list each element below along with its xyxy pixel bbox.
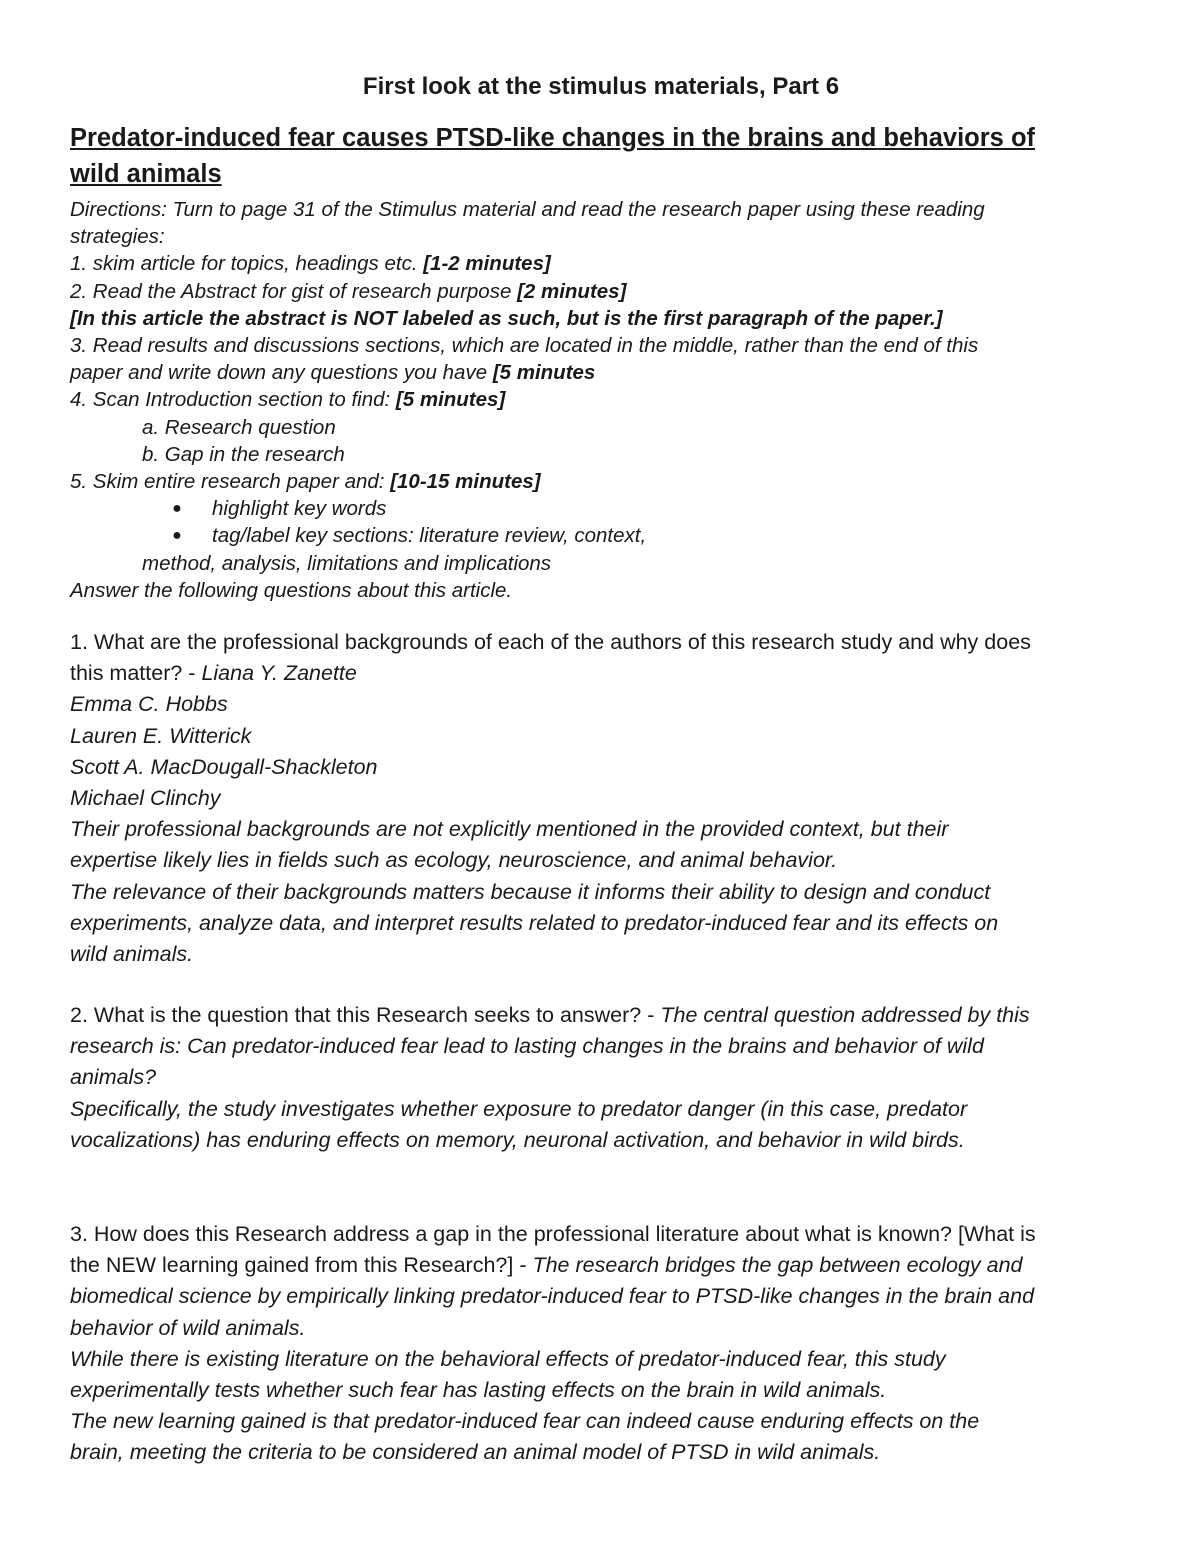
directions-text: Directions: Turn to page 31 of the Stimulus material and read the research paper using these reading	[70, 198, 985, 221]
article-title-line: wild animals	[70, 160, 222, 188]
answer-text: experimentally tests whether such fear has lasting effects on the brain in wild animals.	[70, 1378, 887, 1403]
strategy-item: 3. Read results and discussions sections, which are located in the middle, rather than the end of this	[70, 334, 979, 358]
question-2	[70, 1000, 1132, 1156]
directions-block	[70, 196, 1132, 604]
answer-text: behavior of wild animals.	[70, 1315, 306, 1340]
abstract-note-text: [In this article the abstract is NOT labeled as such, but is the first paragraph of the paper.]	[70, 306, 943, 330]
page-title: First look at the stimulus materials, Part 6	[362, 73, 840, 100]
strategy-time: [1-2 minutes]	[423, 252, 551, 276]
strategy-text: 4. Scan Introduction section to find:	[70, 388, 396, 412]
sub-item: a. Research question	[142, 415, 336, 439]
answer-text: brain, meeting the criteria to be considered an animal model of PTSD in wild animals.	[70, 1440, 881, 1465]
answer-text: Specifically, the study investigates whether exposure to predator danger (in this case, predator	[70, 1096, 968, 1121]
bullet-text: tag/label key sections: literature review, context,	[212, 524, 647, 548]
question-text-part: this matter? -	[70, 661, 202, 686]
author-name: Lauren E. Witterick	[70, 723, 252, 748]
strategy-item	[70, 386, 1132, 413]
question-text	[70, 658, 1132, 689]
directions-text: strategies:	[70, 225, 165, 249]
strategy-text: 1. skim article for topics, headings etc.	[70, 252, 424, 276]
article-title	[70, 120, 1132, 192]
answer-text: wild animals.	[70, 942, 194, 967]
author-name: Liana Y. Zanette	[201, 661, 357, 686]
strategy-time: [5 minutes]	[395, 388, 506, 412]
question-text-part: 2. What is the question that this Research seeks to answer? -	[70, 1003, 661, 1027]
author-name: Michael Clinchy	[70, 786, 221, 811]
bullet-item	[70, 522, 1132, 549]
answer-text: expertise likely lies in fields such as ecology, neuroscience, and animal behavior.	[70, 848, 838, 873]
strategy-time: [10-15 minutes]	[390, 470, 541, 494]
author-name: Emma C. Hobbs	[70, 692, 228, 717]
abstract-note	[70, 305, 1132, 332]
answer-text: The relevance of their backgrounds matters because it informs their ability to design and conduct	[70, 879, 991, 904]
strategy-item	[70, 278, 1132, 305]
strategy-text: 2. Read the Abstract for gist of research purpose	[70, 279, 518, 303]
strategy-time: [2 minutes]	[517, 279, 627, 303]
strategy-item	[70, 468, 1132, 495]
bullet-icon: ●	[172, 500, 182, 518]
question-3	[70, 1219, 1132, 1469]
bullet-item	[70, 495, 1132, 522]
answer-text: research is: Can predator-induced fear lead to lasting changes in the brains and behavior of wild	[70, 1034, 984, 1059]
question-text: 3. How does this Research address a gap in the professional literature about what is known? [What is	[70, 1222, 1036, 1246]
article-title-line: Predator-induced fear causes PTSD-like changes in the brains and behaviors of	[70, 124, 1036, 152]
answer-instruction: Answer the following questions about this article.	[70, 578, 513, 602]
bullet-text: highlight key words	[212, 497, 387, 521]
strategy-time: [5 minutes	[492, 361, 596, 385]
answer-text: The new learning gained is that predator-induced fear can indeed cause enduring effects on the	[70, 1409, 980, 1434]
answer-text: biomedical science by empirically linking predator-induced fear to PTSD-like changes in the brain and	[70, 1284, 1035, 1309]
strategy-text: paper and write down any questions you have	[70, 361, 493, 385]
question-text-part: the NEW learning gained from this Research?] -	[70, 1253, 533, 1278]
strategy-text: 5. Skim entire research paper and:	[70, 470, 391, 494]
answer-text: The research bridges the gap between ecology and	[532, 1253, 1023, 1278]
question-text	[70, 1000, 1132, 1031]
author-name: Scott A. MacDougall-Shackleton	[70, 754, 378, 779]
bullet-icon: ●	[172, 527, 182, 545]
strategy-item	[70, 250, 1132, 277]
bullet-continuation: method, analysis, limitations and implications	[142, 551, 552, 575]
answer-text: animals?	[70, 1065, 157, 1090]
answer-text: vocalizations) has enduring effects on memory, neuronal activation, and behavior in wild birds.	[70, 1127, 965, 1152]
question-text	[70, 1250, 1132, 1281]
sub-item: b. Gap in the research	[142, 442, 345, 466]
question-1	[70, 627, 1132, 970]
question-text: 1. What are the professional backgrounds of each of the authors of this research study and why does	[70, 630, 1031, 654]
answer-text: The central question addressed by this	[660, 1003, 1030, 1027]
answer-text: experiments, analyze data, and interpret results related to predator-induced fear and its effects on	[70, 910, 999, 935]
strategy-item	[70, 359, 1132, 386]
answer-text: Their professional backgrounds are not explicitly mentioned in the provided context, but their	[70, 817, 949, 842]
answer-text: While there is existing literature on the behavioral effects of predator-induced fear, this study	[70, 1346, 946, 1371]
